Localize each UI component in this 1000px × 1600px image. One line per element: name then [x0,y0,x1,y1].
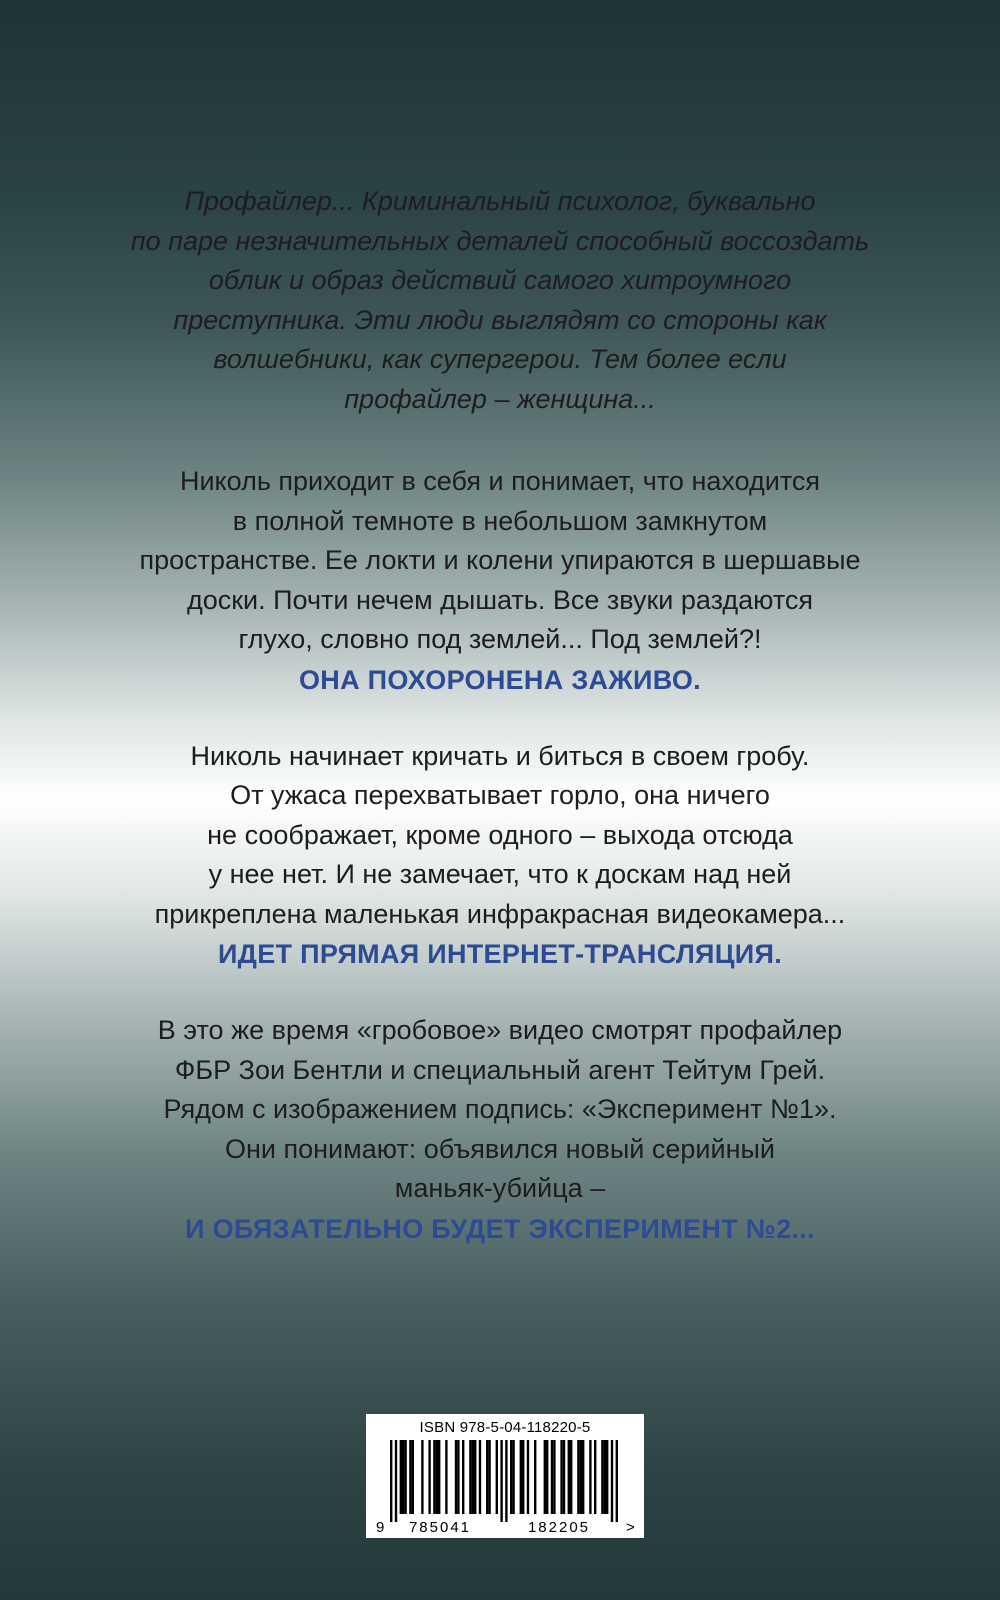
text-line: От ужаса перехватывает горло, она ничего [230,780,770,810]
barcode-bar [486,1440,488,1514]
barcode-bar [469,1440,471,1514]
barcode-bar [520,1440,522,1514]
annotation-text-block [90,182,910,1249]
text-line: не соображает, кроме одного – выхода отсюда [207,819,793,850]
barcode-bar [606,1440,608,1514]
barcode-bar [438,1440,440,1514]
barcode-bar [488,1440,490,1514]
isbn-barcode [366,1414,644,1538]
barcode-bar [544,1440,546,1514]
barcode-bar [594,1440,596,1514]
barcode-bar [589,1440,591,1514]
barcode-bar [436,1440,438,1514]
barcode-bar [611,1440,613,1522]
barcode-bar [577,1440,579,1514]
barcode-bar [412,1440,414,1514]
barcode-bar [390,1440,392,1522]
barcode-bar [563,1440,565,1514]
barcode-bar [457,1440,459,1514]
barcode-bar [428,1440,430,1514]
text-line: Профайлер... Криминальный психолог, буквально [184,186,816,216]
barcode-bar [479,1440,481,1514]
barcode-bar [568,1440,570,1514]
text-line: Они понимают: объявился новый серийный [225,1133,775,1164]
emphasis-headline: ИДЕТ ПРЯМАЯ ИНТЕРНЕТ-ТРАНСЛЯЦИЯ. [217,939,783,969]
text-line: В это же время «гробовое» видео смотрят профайлер [157,1015,843,1045]
text-line: профайлер – женщина... [344,383,656,414]
barcode-bar [553,1440,555,1514]
text-line: маньяк-убийца – [394,1173,606,1203]
barcode-bar [546,1440,548,1514]
text-line: волшебники, как супергерои. Тем более если [213,344,787,374]
text-line: в полной темноте в небольшом замкнутом [232,505,768,536]
barcode-bar [580,1440,582,1514]
text-line: Николь начинает кричать и биться в своем гробу. [190,740,810,771]
barcode-bar [400,1440,402,1514]
barcode-bar [551,1440,553,1514]
barcode-left-digits: 785041 [408,1519,472,1536]
text-line: Николь приходит в себя и понимает, что находится [179,466,821,496]
barcode-bar [534,1440,536,1514]
barcode-bar [570,1440,572,1514]
text-line: Рядом с изображением подпись: «Эксперимент №1». [163,1094,837,1124]
barcode-bar [409,1440,411,1514]
emphasis-headline: ОНА ПОХОРОНЕНА ЗАЖИВО. [298,664,701,695]
barcode-bar [496,1440,498,1514]
barcode-bar [421,1440,423,1514]
barcode-bar [404,1440,406,1514]
emphasis-headline: И ОБЯЗАТЕЛЬНО БУДЕТ ЭКСПЕРИМЕНТ №2... [185,1213,815,1244]
text-line: облик и образ действий самого хитроумного [208,265,792,295]
barcode-bar [527,1440,529,1514]
text-line: прикреплена маленькая инфракрасная видеокамера... [154,898,846,929]
barcode-bar [402,1440,404,1514]
barcode-bar [560,1440,562,1514]
text-line: преступника. Эти люди выглядят со стороны как [173,304,827,335]
barcode-bar [445,1440,447,1514]
barcode-bar [512,1440,514,1514]
barcode-quiet-zone-mark: > [626,1519,635,1536]
barcode-bar [462,1440,464,1514]
barcode-bar [505,1440,507,1522]
barcode-bar [500,1440,502,1522]
barcode-bars [390,1440,618,1522]
barcode-bar [395,1440,397,1522]
barcode-bar [582,1440,584,1514]
barcode-bar [455,1440,457,1514]
barcode-bar [474,1440,476,1514]
text-line: у нее нет. И не замечает, что к доскам над ней [208,859,792,889]
barcode-bar [433,1440,435,1514]
text-line: ФБР Зои Бентли и специальный агент Тейтум Грей. [174,1054,826,1085]
plot-paragraph-broadcast [90,737,910,975]
barcode-graphic [366,1414,644,1538]
text-line: глухо, словно под землей... Под землей?! [238,624,762,654]
barcode-lead-digit: 9 [376,1519,385,1536]
text-line: пространстве. Ее локти и колени упираются в шершавые [139,545,861,575]
barcode-bar [472,1440,474,1514]
text-line: по паре незначительных деталей способный воссоздать [130,225,870,256]
barcode-bar [510,1440,512,1514]
barcode-bar [522,1440,524,1514]
plot-paragraph-experiment [90,1011,910,1249]
isbn-label: ISBN 978-5-04-118220-5 [419,1419,591,1436]
barcode-bar [601,1440,603,1514]
text-line: доски. Почти нечем дышать. Все звуки раздаются [186,584,814,615]
plot-paragraph-buried [90,462,910,700]
barcode-bar [604,1440,606,1514]
intro-paragraph [90,182,910,419]
barcode-bar [616,1440,618,1522]
barcode-right-digits: 182205 [527,1519,591,1536]
